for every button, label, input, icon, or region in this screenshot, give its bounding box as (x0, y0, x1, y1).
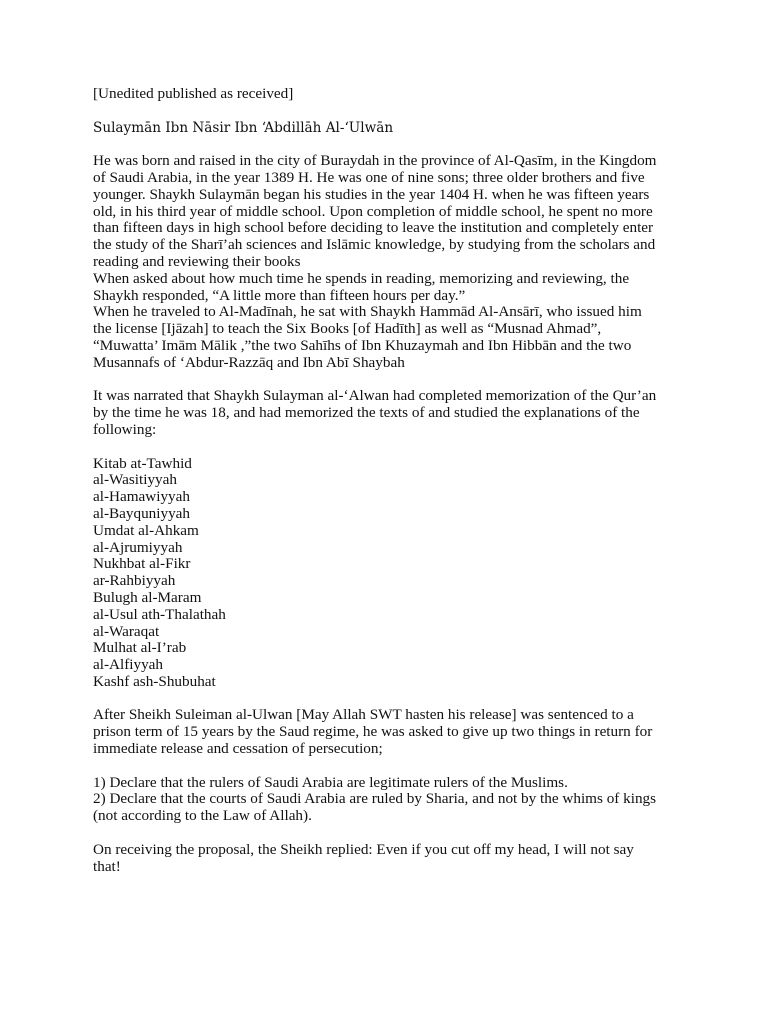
narration-line: by the time he was 18, and had memorized the texts of and studied the explanations of the (93, 404, 640, 422)
memorized-texts-list (93, 456, 683, 691)
bio-line: the study of the Sharī’ah sciences and Islāmic knowledge, by studying from the scholars and (93, 236, 656, 254)
spacer (93, 691, 683, 708)
reply-paragraph (93, 842, 683, 876)
bio-line: Shaykh responded, “A little more than fifteen hours per day.” (93, 286, 466, 304)
list-item: Kitab at-Tawhid (93, 454, 192, 472)
list-item: al-Wasitiyyah (93, 471, 177, 489)
narration-line: following: (93, 420, 157, 438)
narration-paragraph (93, 388, 683, 438)
list-item: Umdat al-Ahkam (93, 521, 199, 539)
sentence-line: After Sheikh Suleiman al-Ulwan [May Allah SWT hasten his release] was sentenced to a (93, 706, 634, 724)
bio-line: younger. Shaykh Sulaymān began his studies in the year 1404 H. when he was fifteen years (93, 185, 650, 203)
list-item: al-Bayquniyyah (93, 504, 191, 522)
biography-paragraph (93, 153, 683, 371)
spacer (93, 136, 683, 153)
header-note: [Unedited published as received] (93, 85, 294, 102)
bio-line: of Saudi Arabia, in the year 1389 H. He was one of nine sons; three older brothers and five (93, 168, 645, 186)
narration-line: It was narrated that Shaykh Sulayman al-‘Alwan had completed memorization of the Qur’an (93, 387, 657, 405)
list-item: al-Alfiyyah (93, 656, 164, 674)
spacer (93, 103, 683, 120)
spacer (93, 372, 683, 389)
bio-line: He was born and raised in the city of Buraydah in the province of Al-Qasīm, in the Kingdom (93, 152, 657, 170)
demand-line: 2) Declare that the courts of Saudi Arabia are ruled by Sharia, and not by the whims of kings (93, 790, 657, 808)
list-item: ar-Rahbiyyah (93, 572, 176, 590)
bio-line: reading and reviewing their books (93, 252, 301, 270)
list-item: Kashf ash-Shubuhat (93, 672, 216, 690)
bio-line: Musannafs of ‘Abdur-Razzāq and Ibn Abī Shaybah (93, 353, 405, 371)
list-item: al-Ajrumiyyah (93, 538, 183, 556)
list-item: al-Usul ath-Thalathah (93, 605, 226, 623)
sentence-line: prison term of 15 years by the Saud regime, he was asked to give up two things in return for (93, 723, 653, 741)
list-item: Nukhbat al-Fikr (93, 555, 191, 573)
bio-line: When he traveled to Al-Madīnah, he sat with Shaykh Hammād Al-Ansārī, who issued him (93, 303, 642, 321)
bio-line: When asked about how much time he spends in reading, memorizing and reviewing, the (93, 269, 630, 287)
spacer (93, 758, 683, 775)
list-item: al-Waraqat (93, 622, 160, 640)
spacer (93, 439, 683, 456)
bio-line: than fifteen days in high school before deciding to leave the institution and completely enter (93, 219, 654, 237)
reply-line: that! (93, 857, 121, 875)
bio-line: the license [Ijāzah] to teach the Six Books [of Hadīth] as well as “Musnad Ahmad”, (93, 320, 602, 338)
sentence-paragraph (93, 707, 683, 757)
sentence-line: immediate release and cessation of persecution; (93, 740, 383, 758)
bio-line: old, in his third year of middle school. Upon completion of middle school, he spent no more (93, 202, 653, 220)
list-item: Mulhat al-I’rab (93, 639, 187, 657)
spacer (93, 825, 683, 842)
reply-line: On receiving the proposal, the Sheikh replied: Even if you cut off my head, I will not say (93, 840, 634, 858)
list-item: al-Hamawiyyah (93, 488, 190, 506)
demands-paragraph (93, 775, 683, 825)
page-title: Sulaymān Ibn Nāsir Ibn ‘Abdillāh Al-‘Ulwān (93, 119, 394, 136)
list-item: Bulugh al-Maram (93, 588, 202, 606)
demand-line: 1) Declare that the rulers of Saudi Arabia are legitimate rulers of the Muslims. (93, 773, 568, 791)
demand-line: (not according to the Law of Allah). (93, 807, 312, 825)
document-body (93, 86, 683, 875)
bio-line: “Muwatta’ Imām Mālik ,”the two Sahīhs of Ibn Khuzaymah and Ibn Hibbān and the two (93, 336, 632, 354)
